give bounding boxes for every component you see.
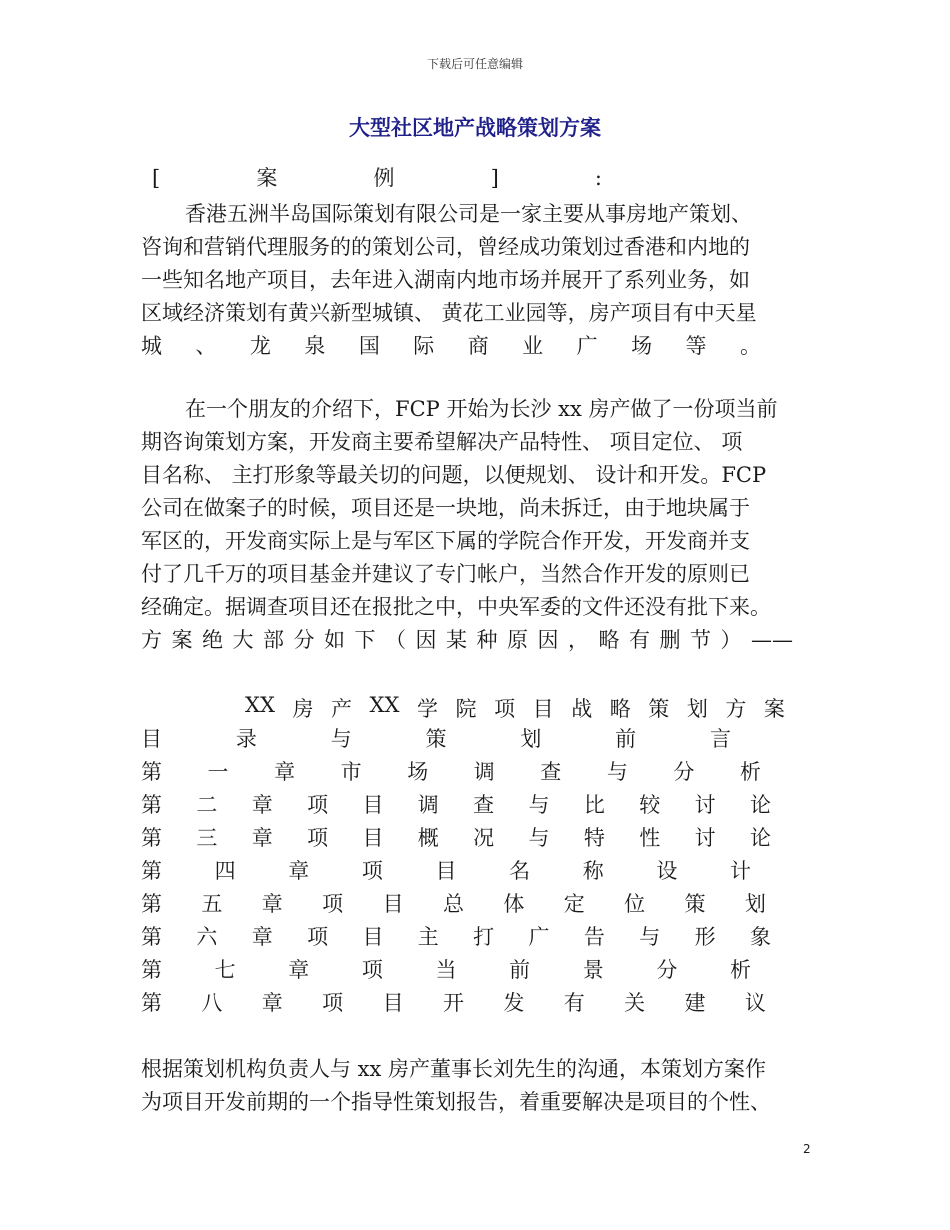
- text-char: 查: [473, 793, 495, 817]
- text-char: 目: [141, 727, 162, 751]
- text-char: 关: [624, 991, 646, 1015]
- text-char: 讨: [694, 826, 716, 850]
- text-char: 与: [528, 826, 550, 850]
- toc-entry: [141, 789, 771, 822]
- text-char: 项: [322, 991, 344, 1015]
- text-line: 区域经济策划有黄兴新型城镇、 黄花工业园等，房产项目有中天星: [141, 301, 757, 325]
- text-char: 当: [435, 958, 457, 982]
- text-char: 名: [509, 859, 531, 883]
- text-char: 性: [639, 826, 661, 850]
- text-char: 广: [576, 334, 598, 358]
- text-char: 言: [709, 727, 731, 751]
- text-char: 目: [435, 859, 457, 883]
- text-char: 查: [540, 760, 562, 784]
- text-char: 等: [685, 334, 707, 358]
- text-char: 四: [214, 859, 236, 883]
- text-char: 章: [261, 991, 283, 1015]
- text-char: 绝: [202, 628, 223, 652]
- text-char: ——: [751, 628, 793, 652]
- toc-title: [245, 693, 785, 723]
- text-char: 二: [196, 793, 218, 817]
- text-char: 略: [609, 697, 631, 721]
- case-label: [152, 162, 602, 195]
- text-char: 告: [583, 925, 605, 949]
- text-char: 有: [629, 628, 650, 652]
- text-char: 广: [528, 925, 550, 949]
- text-char: 录: [235, 727, 257, 751]
- text-char: 计: [730, 859, 751, 883]
- text-char: 讨: [694, 793, 716, 817]
- toc-entry: [141, 987, 766, 1020]
- text-char: 划: [686, 697, 708, 721]
- text-char: 目: [362, 925, 384, 949]
- text-char: 国: [358, 334, 380, 358]
- text-char: 大: [232, 628, 254, 652]
- text-char: 前: [615, 727, 637, 751]
- text-char: 第: [141, 826, 162, 850]
- text-char: 场: [407, 760, 429, 784]
- text-char: 城: [141, 334, 162, 358]
- page-number: 2: [803, 1142, 811, 1156]
- text-char: 节: [690, 628, 711, 652]
- text-char: 划: [744, 892, 766, 916]
- text-char: 案: [763, 697, 785, 721]
- text-char: 论: [749, 826, 771, 850]
- toc-entry: [141, 723, 731, 756]
- text-char: 产: [331, 697, 352, 721]
- text-char: 方: [141, 628, 162, 652]
- text-char: 分: [656, 958, 678, 982]
- text-char: （: [385, 628, 406, 652]
- text-char: 目: [362, 793, 384, 817]
- text-char: 第: [141, 925, 162, 949]
- text-char: [: [152, 166, 161, 190]
- text-char: 例: [373, 166, 395, 190]
- text-char: 目: [382, 892, 404, 916]
- text-line: 目名称、 主打形象等最关切的问题，以便规划、 设计和开发。FCP: [141, 463, 767, 487]
- text-char: 目: [362, 826, 384, 850]
- text-char: 发: [503, 991, 525, 1015]
- text-char: 开: [442, 991, 464, 1015]
- text-char: 与: [639, 925, 661, 949]
- toc-entry: [141, 756, 761, 789]
- text-char: 析: [739, 760, 761, 784]
- text-line: 咨询和营销代理服务的的策划公司，曾经成功策划过香港和内地的: [141, 235, 750, 259]
- text-char: 下: [354, 628, 376, 652]
- text-char: 目: [532, 697, 554, 721]
- text-char: 象: [749, 925, 771, 949]
- text-char: 与: [330, 727, 352, 751]
- text-char: 商: [467, 334, 489, 358]
- text-line: 公司在做案子的时候，项目还是一块地，尚未拆迁，由于地块属于: [141, 496, 750, 520]
- text-char: 一: [207, 760, 229, 784]
- text-char: 称: [582, 859, 604, 883]
- text-char: 较: [639, 793, 661, 817]
- text-line: 付了几千万的项目基金并建议了专门帐户，当然合作开发的原则已: [141, 562, 750, 586]
- toc-entry: [141, 921, 771, 954]
- text-char: 概: [417, 826, 439, 850]
- text-char: XX: [245, 693, 275, 717]
- text-char: 部: [263, 628, 284, 652]
- text-char: 章: [261, 892, 283, 916]
- text-char: 建: [684, 991, 706, 1015]
- text-char: 主: [417, 925, 439, 949]
- text-char: 前: [509, 958, 531, 982]
- text-char: ，: [568, 628, 589, 652]
- text-char: 业: [522, 334, 544, 358]
- text-char: 章: [288, 958, 310, 982]
- text-line: 军区的，开发商实际上是与军区下属的学院合作开发，开发商并支: [141, 529, 750, 553]
- paragraph-2: [141, 393, 811, 657]
- text-char: 位: [624, 892, 646, 916]
- text-line: [141, 330, 761, 363]
- text-line: 根据策划机构负责人与 xx 房产董事长刘先生的沟通，本策划方案作: [141, 1057, 767, 1081]
- text-line: 经确定。据调查项目还在报批之中，中央军委的文件还没有批下来。: [141, 595, 771, 619]
- text-char: 况: [473, 826, 495, 850]
- text-char: 。: [739, 334, 761, 358]
- text-char: 场: [631, 334, 653, 358]
- text-char: 策: [425, 727, 447, 751]
- text-line: 香港五洲半岛国际策划有限公司是一家主要从事房地产策划、: [185, 202, 752, 226]
- text-char: 章: [274, 760, 296, 784]
- text-line: 一些知名地产项目，去年进入湖南内地市场并展开了系列业务，如: [141, 268, 750, 292]
- text-char: 策: [684, 892, 706, 916]
- text-char: 分: [293, 628, 315, 652]
- text-char: 设: [656, 859, 678, 883]
- text-char: 、: [195, 334, 217, 358]
- text-char: 第: [141, 991, 162, 1015]
- text-char: 项: [307, 826, 329, 850]
- text-char: 特: [583, 826, 605, 850]
- text-char: 景: [582, 958, 604, 982]
- text-char: 七: [214, 958, 236, 982]
- text-char: 项: [322, 892, 344, 916]
- table-of-contents: [141, 723, 771, 1020]
- text-char: 学: [417, 697, 438, 721]
- text-char: 案: [256, 166, 278, 190]
- text-char: 划: [520, 727, 542, 751]
- text-char: 原: [507, 628, 528, 652]
- text-char: 第: [141, 760, 162, 784]
- text-char: 院: [455, 697, 477, 721]
- text-char: 因: [537, 628, 559, 652]
- text-char: 际: [413, 334, 435, 358]
- text-line: 为项目开发前期的一个指导性策划报告，着重要解决是项目的个性、: [141, 1090, 771, 1114]
- text-char: 目: [382, 991, 404, 1015]
- text-char: 第: [141, 958, 162, 982]
- paragraph-1: [141, 198, 811, 363]
- text-char: 论: [749, 793, 771, 817]
- toc-entry: [141, 954, 751, 987]
- text-char: 调: [473, 760, 495, 784]
- text-char: 因: [415, 628, 437, 652]
- text-char: 总: [442, 892, 464, 916]
- text-char: 第: [141, 793, 162, 817]
- text-char: 策: [648, 697, 670, 721]
- text-char: 调: [417, 793, 439, 817]
- text-char: 有: [563, 991, 585, 1015]
- toc-entry: [141, 822, 771, 855]
- text-char: 某: [446, 628, 467, 652]
- text-char: 章: [288, 859, 310, 883]
- text-char: 析: [730, 958, 751, 982]
- text-char: 项: [361, 859, 383, 883]
- text-char: ）: [720, 628, 742, 652]
- text-char: 房: [292, 697, 314, 721]
- text-char: 章: [251, 793, 273, 817]
- text-char: 比: [583, 793, 605, 817]
- text-char: 泉: [304, 334, 326, 358]
- text-char: 项: [494, 697, 516, 721]
- text-char: 战: [571, 697, 593, 721]
- text-char: 种: [476, 628, 498, 652]
- text-char: 体: [503, 892, 525, 916]
- page-header: 下载后可任意编辑: [426, 57, 523, 71]
- text-char: 第: [141, 892, 162, 916]
- text-char: 删: [659, 628, 681, 652]
- text-char: ]: [490, 166, 499, 190]
- text-char: 三: [196, 826, 218, 850]
- text-char: 市: [340, 760, 362, 784]
- text-char: 第: [141, 859, 162, 883]
- text-char: 章: [251, 925, 273, 949]
- text-line: 期咨询策划方案，开发商主要希望解决产品特性、 项目定位、 项: [141, 430, 743, 454]
- text-char: 定: [563, 892, 585, 916]
- text-char: 六: [196, 925, 218, 949]
- text-char: 分: [673, 760, 695, 784]
- text-char: 与: [528, 793, 550, 817]
- text-char: 与: [606, 760, 628, 784]
- text-char: 项: [307, 793, 329, 817]
- text-char: 议: [744, 991, 766, 1015]
- text-char: 如: [324, 628, 345, 652]
- text-char: XX: [369, 693, 400, 717]
- text-line: [141, 624, 793, 657]
- text-char: 形: [694, 925, 716, 949]
- text-char: 案: [171, 628, 193, 652]
- text-char: 章: [251, 826, 273, 850]
- text-char: 打: [473, 925, 495, 949]
- text-char: 五: [201, 892, 223, 916]
- text-char: 方: [725, 697, 747, 721]
- document-title: 大型社区地产战略策划方案: [349, 116, 601, 140]
- paragraph-3: [141, 1053, 811, 1119]
- text-line: 在一个朋友的介绍下，FCP 开始为长沙 xx 房产做了一份项当前: [185, 397, 778, 421]
- text-char: 龙: [249, 334, 271, 358]
- text-char: :: [594, 166, 602, 190]
- text-char: 略: [598, 628, 620, 652]
- toc-entry: [141, 855, 751, 888]
- text-char: 八: [201, 991, 223, 1015]
- text-char: 项: [361, 958, 383, 982]
- toc-entry: [141, 888, 766, 921]
- text-char: 项: [307, 925, 329, 949]
